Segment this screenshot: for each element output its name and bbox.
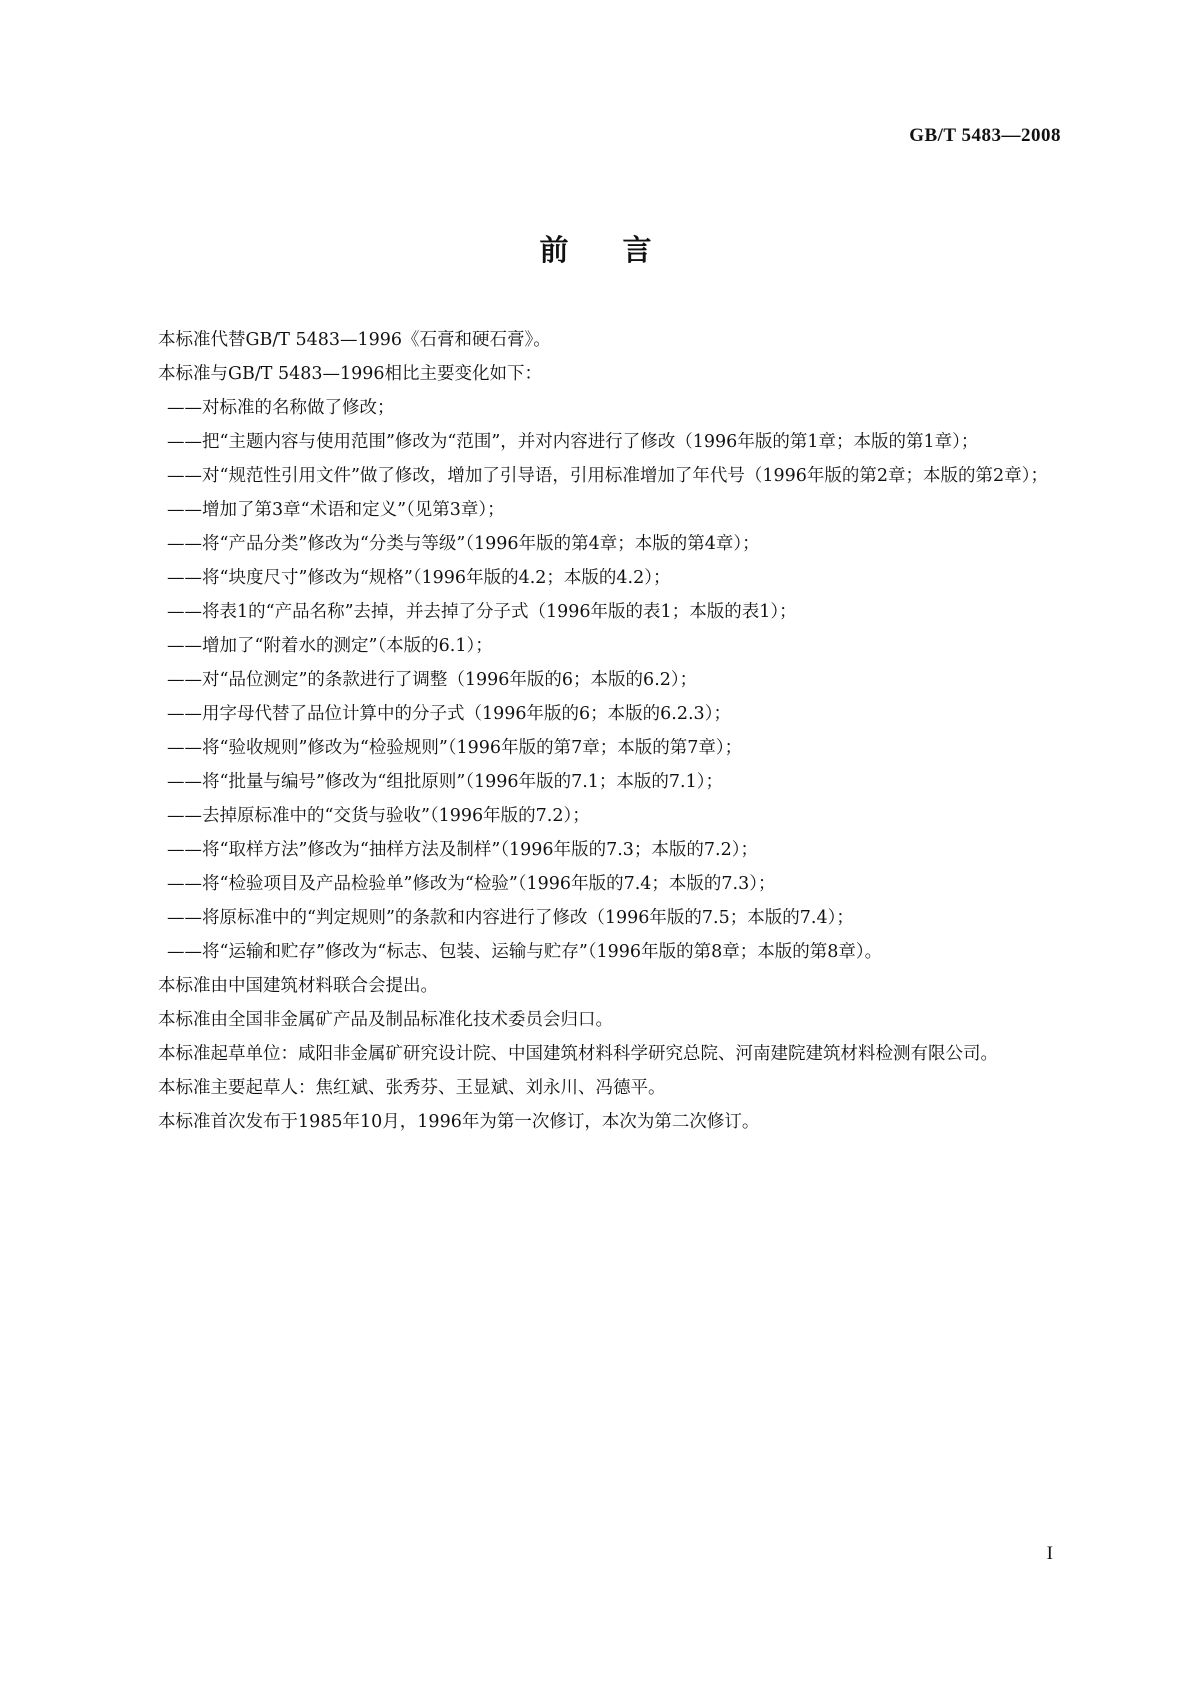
closing-paragraph: 本标准首次发布于1985年10月，1996年为第一次修订，本次为第二次修订。	[158, 1112, 760, 1132]
change-item: ——去掉原标准中的“交货与验收”（1996年版的7.2）；	[167, 806, 590, 826]
standard-number: GB/T 5483—2008	[909, 125, 1061, 146]
closing-paragraph: 本标准由全国非金属矿产品及制品标准化技术委员会归口。	[158, 1010, 613, 1030]
closing-paragraph: 本标准起草单位：咸阳非金属矿研究设计院、中国建筑材料科学研究总院、河南建院建筑材料检测有限公司。	[158, 1044, 998, 1064]
change-item: ——用字母代替了品位计算中的分子式（1996年版的6；本版的6.2.3）；	[167, 704, 731, 724]
closing-paragraph: 本标准由中国建筑材料联合会提出。	[158, 976, 438, 996]
change-item: ——把“主题内容与使用范围”修改为“范围”，并对内容进行了修改（1996年版的第1章；本版的第1章）；	[167, 432, 979, 452]
change-item: ——将“验收规则”修改为“检验规则”（1996年版的第7章；本版的第7章）；	[167, 738, 743, 758]
intro-paragraph: 本标准代替GB/T 5483—1996《石膏和硬石膏》。	[158, 330, 551, 350]
change-item: ——对标准的名称做了修改；	[167, 398, 395, 418]
change-item: ——增加了“附着水的测定”（本版的6.1）；	[167, 636, 493, 656]
foreword-body	[123, 325, 1068, 1141]
change-item: ——将原标准中的“判定规则”的条款和内容进行了修改（1996年版的7.5；本版的7.4）；	[167, 908, 854, 928]
change-item: ——将表1的“产品名称”去掉，并去掉了分子式（1996年版的表1；本版的表1）；	[167, 602, 797, 622]
change-item: ——将“批量与编号”修改为“组批原则”（1996年版的7.1；本版的7.1）；	[167, 772, 723, 792]
change-item: ——将“运输和贮存”修改为“标志、包装、运输与贮存”（1996年版的第8章；本版的第8章）。	[167, 942, 883, 962]
change-item: ——将“块度尺寸”修改为“规格”（1996年版的4.2；本版的4.2）；	[167, 568, 671, 588]
intro-paragraph: 本标准与GB/T 5483—1996相比主要变化如下：	[158, 364, 543, 384]
change-item: ——对“品位测定”的条款进行了调整（1996年版的6；本版的6.2）；	[167, 670, 698, 690]
change-item: ——将“取样方法”修改为“抽样方法及制样”（1996年版的7.3；本版的7.2）；	[167, 840, 758, 860]
change-item: ——将“产品分类”修改为“分类与等级”（1996年版的第4章；本版的第4章）；	[167, 534, 760, 554]
closing-paragraph: 本标准主要起草人：焦红斌、张秀芬、王显斌、刘永川、冯德平。	[158, 1078, 666, 1098]
page-number: I	[1046, 1543, 1053, 1564]
page-title: 前言	[539, 233, 706, 267]
change-item: ——将“检验项目及产品检验单”修改为“检验”（1996年版的7.4；本版的7.3）；	[167, 874, 776, 894]
change-item: ——增加了第3章“术语和定义”（见第3章）；	[167, 500, 505, 520]
change-item: ——对“规范性引用文件”做了修改，增加了引导语，引用标准增加了年代号（1996年版的第2章；本版的第2章）；	[167, 466, 1048, 486]
